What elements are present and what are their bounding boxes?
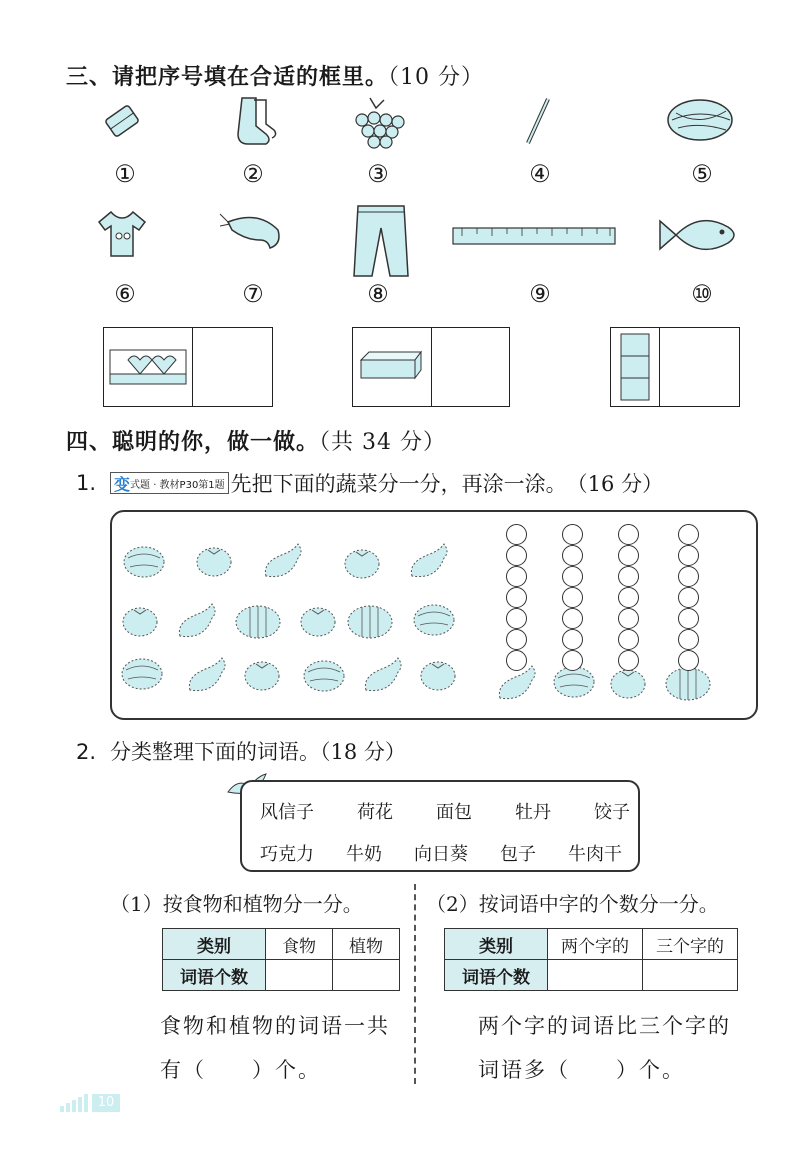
item-number-10: ⑩	[691, 280, 713, 308]
fish-icon	[656, 210, 742, 260]
part-2-label: （2）按词语中字的个数分一分。	[426, 892, 719, 916]
circle-column-1	[506, 524, 527, 671]
color-circle[interactable]	[562, 545, 583, 566]
word-row-1	[260, 798, 630, 824]
part-1-line-1: 食物和植物的词语一共	[160, 1014, 390, 1038]
color-circle[interactable]	[678, 524, 699, 545]
circle-column-3	[618, 524, 639, 671]
item-number-7: ⑦	[242, 280, 264, 308]
color-circle[interactable]	[618, 545, 639, 566]
page-bars-icon	[60, 1094, 92, 1112]
part-2-line-1: 两个字的词语比三个字的	[478, 1014, 731, 1038]
trousers-icon	[352, 202, 410, 280]
part-1-label: （1）按食物和植物分一分。	[110, 892, 363, 916]
item-number-6: ⑥	[114, 280, 136, 308]
section3-heading	[66, 60, 484, 91]
drawer-icon	[353, 328, 431, 406]
divider	[414, 884, 416, 1084]
food-count-cell[interactable]	[266, 960, 333, 991]
color-circle[interactable]	[618, 629, 639, 650]
word: 向日葵	[414, 844, 468, 865]
pen-icon	[520, 95, 556, 147]
color-circle[interactable]	[562, 587, 583, 608]
color-circle[interactable]	[562, 566, 583, 587]
tshirt-icon	[97, 208, 147, 260]
color-circle[interactable]	[562, 650, 583, 671]
item-number-8: ⑧	[367, 280, 389, 308]
color-circle[interactable]	[562, 608, 583, 629]
item-number-5: ⑤	[691, 160, 713, 188]
question-2-points: （18 分）	[320, 740, 406, 764]
word: 荷花	[357, 802, 393, 823]
question-1	[76, 468, 663, 498]
variant-badge-main: 变	[114, 474, 131, 494]
answer-pair-drawer	[352, 327, 510, 407]
word: 牛肉干	[568, 844, 622, 865]
color-circle[interactable]	[678, 608, 699, 629]
section3-points: （10 分）	[388, 65, 485, 90]
question-2-text: 分类整理下面的词语。	[110, 740, 320, 764]
section4-points: （共 34 分）	[319, 430, 446, 455]
word: 风信子	[260, 802, 314, 823]
answer-pair-fridge	[610, 327, 740, 407]
word: 牡丹	[515, 802, 551, 823]
drawer-answer-box[interactable]	[432, 328, 509, 406]
item-number-9: ⑨	[529, 280, 551, 308]
grapes-icon	[348, 94, 408, 149]
three-char-count-cell[interactable]	[643, 960, 738, 991]
table-header: 植物	[333, 929, 400, 960]
word-row-2	[260, 840, 622, 866]
plant-count-cell[interactable]	[333, 960, 400, 991]
section3-title: 三、请把序号填在合适的框里。	[66, 65, 389, 90]
color-circle[interactable]	[678, 587, 699, 608]
word: 牛奶	[346, 844, 382, 865]
question-2	[76, 736, 406, 766]
circle-column-4	[678, 524, 699, 671]
question-1-number: 1.	[76, 471, 97, 495]
item-number-2: ②	[242, 160, 264, 188]
color-circle[interactable]	[506, 524, 527, 545]
table-header: 类别	[445, 929, 548, 960]
section4-heading	[66, 425, 446, 456]
color-circle[interactable]	[562, 629, 583, 650]
color-circle[interactable]	[678, 566, 699, 587]
color-circle[interactable]	[618, 608, 639, 629]
socks-icon	[228, 94, 278, 149]
color-circle[interactable]	[618, 587, 639, 608]
eraser-icon	[100, 97, 145, 145]
word: 包子	[500, 844, 536, 865]
fridge-answer-box[interactable]	[660, 328, 739, 406]
cabbage-icon	[664, 95, 736, 145]
table-row-label: 词语个数	[445, 960, 548, 991]
color-circle[interactable]	[678, 545, 699, 566]
color-circle[interactable]	[678, 650, 699, 671]
variant-badge-sub: 式题 · 教材P30第1题	[130, 479, 225, 491]
question-2-number: 2.	[76, 740, 97, 764]
wardrobe-icon	[104, 328, 192, 406]
wardrobe-answer-box[interactable]	[193, 328, 272, 406]
color-circle[interactable]	[506, 587, 527, 608]
fridge-picture	[611, 328, 660, 406]
color-circle[interactable]	[618, 650, 639, 671]
page-number: 10	[92, 1094, 120, 1112]
table-header: 三个字的	[643, 929, 738, 960]
color-circle[interactable]	[562, 524, 583, 545]
table-header: 两个字的	[548, 929, 643, 960]
part-1-line-2[interactable]: 有（ ）个。	[160, 1058, 321, 1082]
word: 巧克力	[260, 844, 314, 865]
color-circle[interactable]	[618, 566, 639, 587]
word: 面包	[436, 802, 472, 823]
color-circle[interactable]	[506, 650, 527, 671]
color-circle[interactable]	[618, 524, 639, 545]
question-1-text: 先把下面的蔬菜分一分，再涂一涂。	[230, 472, 567, 496]
question-1-points: （16 分）	[566, 472, 664, 496]
table-header: 类别	[163, 929, 266, 960]
color-circle[interactable]	[678, 629, 699, 650]
shrimp-icon	[218, 210, 284, 254]
color-circle[interactable]	[506, 545, 527, 566]
part-2-line-2[interactable]: 词语多（ ）个。	[478, 1058, 685, 1082]
fridge-icon	[611, 328, 659, 406]
word: 饺子	[594, 802, 630, 823]
variant-badge	[110, 472, 229, 494]
section4-title: 四、聪明的你，做一做。	[66, 430, 320, 455]
table-row-label: 词语个数	[163, 960, 266, 991]
part-1-table	[162, 928, 400, 991]
circle-column-2	[562, 524, 583, 671]
item-number-3: ③	[367, 160, 389, 188]
color-circle[interactable]	[506, 566, 527, 587]
part-2-table	[444, 928, 738, 991]
vegetables-illustration	[112, 512, 752, 714]
drawer-picture	[353, 328, 432, 406]
color-circle[interactable]	[506, 629, 527, 650]
color-circle[interactable]	[506, 608, 527, 629]
item-number-4: ④	[529, 160, 551, 188]
ruler-icon	[452, 226, 616, 246]
two-char-count-cell[interactable]	[548, 960, 643, 991]
wardrobe-picture	[104, 328, 193, 406]
answer-pair-wardrobe	[103, 327, 273, 407]
item-number-1: ①	[114, 160, 136, 188]
table-header: 食物	[266, 929, 333, 960]
